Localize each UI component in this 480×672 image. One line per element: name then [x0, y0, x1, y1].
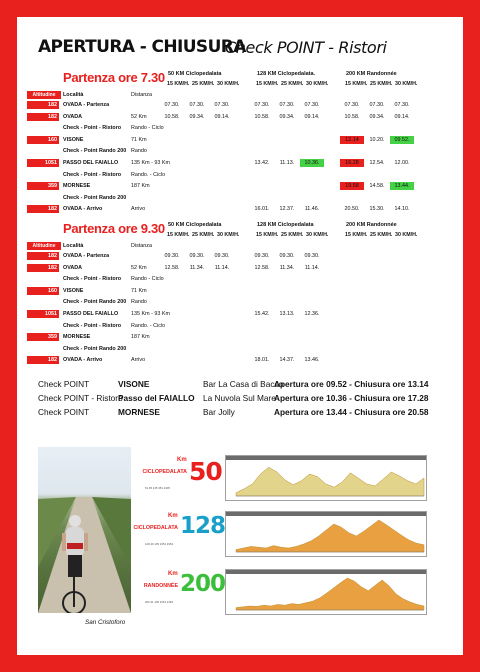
time-cell: 13.46.	[304, 357, 320, 364]
checkpoint-type: Check POINT	[38, 379, 90, 389]
table-row	[17, 193, 463, 203]
location-cell: OVADA	[63, 113, 83, 120]
location-cell: Check - Point Rando 200	[63, 299, 127, 306]
distance-cell: Rando	[131, 299, 147, 306]
time-cell: 13.44.	[390, 182, 414, 190]
altitude-badge: 182	[27, 113, 59, 121]
table-row	[17, 309, 463, 319]
elevation-area	[236, 520, 424, 552]
time-cell: 11.46.	[304, 206, 320, 213]
speed-label: 15 KM/H.	[256, 81, 279, 87]
group-title: 200 KM Randonnée	[346, 222, 397, 228]
time-cell: 12.54.	[369, 160, 385, 166]
time-cell: 10.58.	[344, 113, 360, 120]
table-row	[17, 112, 463, 122]
location-cell: MORNESE	[63, 183, 91, 190]
time-cell: 11.34.	[279, 264, 295, 271]
table-row	[17, 181, 463, 191]
altitude-badge: 182	[27, 264, 59, 272]
speed-label: 30 KM/H.	[395, 81, 418, 87]
table-row	[17, 204, 463, 214]
table-row	[17, 321, 463, 331]
location-cell: Check - Point - Ristoro	[63, 276, 122, 283]
group-title: 128 KM Ciclopedalata	[257, 222, 314, 228]
time-cell: 16.01.	[254, 206, 270, 213]
table-row	[17, 332, 463, 342]
checkpoint-place: MORNESE	[118, 407, 160, 417]
time-cell: 15.30.	[369, 206, 385, 213]
checkpoint-row	[38, 392, 438, 405]
location-header: Località	[63, 92, 84, 98]
time-cell: 12.58.	[164, 264, 180, 271]
time-cell: 09.30.	[304, 253, 320, 259]
table-row	[17, 146, 463, 156]
time-cell: 13.13.	[279, 311, 295, 317]
checkpoint-venue: Bar Jolly	[203, 407, 235, 417]
speed-label: 30 KM/H.	[217, 232, 240, 238]
distance-header: Distanza	[131, 243, 152, 249]
km-label: Km	[168, 571, 178, 577]
elevation-profile	[225, 455, 427, 501]
time-cell: 09.14.	[214, 113, 230, 120]
checkpoint-hours: Apertura ore 13.44 - Chiusura ore 20.58	[274, 407, 429, 417]
time-cell: 14.10.	[394, 206, 410, 213]
time-cell: 09.30.	[279, 253, 295, 259]
distance-number: 128	[180, 513, 226, 539]
speed-label: 25 KM/H.	[370, 81, 393, 87]
distance-number: 200	[180, 571, 226, 597]
table-row	[17, 251, 463, 261]
time-cell: 15.42.	[254, 311, 270, 317]
section-title: Partenza ore 9.30	[63, 221, 165, 236]
speed-label: 30 KM/H.	[306, 232, 329, 238]
time-cell: 12.58.	[254, 264, 270, 271]
speed-label: 25 KM/H.	[370, 232, 393, 238]
speed-label: 25 KM/H.	[192, 232, 215, 238]
table-row	[17, 100, 463, 110]
distance-cell: 135 Km - 93 Km	[131, 311, 170, 317]
speed-label: 15 KM/H.	[167, 232, 190, 238]
time-cell: 07.30.	[394, 102, 410, 108]
location-cell: Check - Point - Ristoro	[63, 125, 122, 132]
speed-label: 25 KM/H.	[192, 81, 215, 87]
km-label: Km	[177, 457, 187, 463]
altitude-badge: 359	[27, 333, 59, 341]
route-stats: 200.31 135 1051 2494	[145, 600, 173, 604]
time-cell: 07.30.	[254, 102, 270, 108]
location-cell: OVADA - Partenza	[63, 102, 110, 108]
distance-cell: 71 Km	[131, 136, 147, 143]
checkpoint-place: VISONE	[118, 379, 150, 389]
location-cell: VISONE	[63, 136, 84, 143]
table-row	[17, 297, 463, 307]
time-cell: 11.14.	[214, 264, 230, 271]
distance-cell: Arrivo	[131, 206, 146, 213]
group-title: 50 KM Ciclopedalata	[168, 71, 222, 77]
speed-label: 15 KM/H.	[167, 81, 190, 87]
time-cell: 14.58.	[369, 183, 385, 190]
time-cell: 11.34.	[189, 264, 205, 271]
km-label: Km	[168, 513, 178, 519]
time-cell: 09.30.	[189, 253, 205, 259]
distance-cell: 187 Km	[131, 334, 150, 341]
distance-cell: Rando - Ciclo	[131, 125, 164, 132]
distance-name: CICLOPEDALATA	[133, 525, 178, 531]
group-title: 128 KM Ciclopedalata.	[257, 71, 316, 77]
table-row	[17, 123, 463, 133]
checkpoint-venue: Bar La Casa di Bacco	[203, 379, 284, 389]
altitude-badge: 182	[27, 356, 59, 364]
time-cell: 09.34.	[279, 113, 295, 120]
location-cell: VISONE	[63, 287, 84, 294]
location-cell: PASSO DEL FAIALLO	[63, 160, 119, 166]
time-cell: 10.58.	[254, 113, 270, 120]
time-cell: 19.58	[340, 182, 364, 190]
time-cell: 16.28	[340, 159, 364, 167]
altitude-header: Altitudine	[27, 91, 61, 99]
time-cell: 07.30.	[369, 102, 385, 108]
distance-cell: Rando. - Ciclo	[131, 171, 166, 178]
time-cell: 20.50.	[344, 206, 360, 213]
time-cell: 09.30.	[164, 253, 180, 259]
elevation-area	[236, 467, 424, 496]
time-cell: 18.01.	[254, 357, 270, 364]
time-cell: 07.30.	[189, 102, 205, 108]
time-cell: 10.58.	[164, 113, 180, 120]
section-title: Partenza ore 7.30	[63, 70, 165, 85]
column-header-row	[17, 241, 463, 251]
location-cell: OVADA - Arrivo	[63, 357, 103, 364]
table-row	[17, 170, 463, 180]
time-cell: 13.42.	[254, 160, 270, 166]
time-cell: 14.37.	[279, 357, 295, 364]
time-cell: 09.14.	[304, 113, 320, 120]
distance-cell: Rando - Ciclo	[131, 276, 164, 283]
speed-label: 30 KM/H.	[217, 81, 240, 87]
time-cell: 09.34.	[369, 113, 385, 120]
location-cell: PASSO DEL FAIALLO	[63, 311, 119, 317]
column-header-row	[17, 90, 463, 100]
altitude-badge: 1051	[27, 310, 59, 318]
table-row	[17, 263, 463, 273]
route-stats: 51.95 135 351 1005	[145, 486, 170, 490]
distance-name: RANDONNÉE	[143, 583, 178, 589]
location-cell: Check - Point Rando 200	[63, 345, 127, 352]
speed-label: 15 KM/H.	[256, 232, 279, 238]
time-cell: 10.36.	[300, 159, 324, 167]
checkpoint-venue: La Nuvola Sul Mare	[203, 393, 276, 403]
elevation-chart	[226, 570, 426, 614]
table-row	[17, 158, 463, 168]
speed-label: 30 KM/H.	[306, 81, 329, 87]
speed-label: 25 KM/H.	[281, 81, 304, 87]
distance-cell: 71 Km	[131, 287, 147, 294]
distance-cell: 187 Km	[131, 183, 150, 190]
altitude-badge: 160	[27, 287, 59, 295]
location-cell: Check - Point - Ristoro	[63, 322, 122, 329]
speed-label: 30 KM/H.	[395, 232, 418, 238]
location-cell: Check - Point Rando 200	[63, 194, 127, 201]
location-cell: Check - Point - Ristoro	[63, 171, 122, 178]
altitude-badge: 182	[27, 101, 59, 109]
time-cell: 07.30.	[214, 102, 230, 108]
speed-label: 25 KM/H.	[281, 232, 304, 238]
time-cell: 12.00.	[394, 160, 410, 166]
cyclist-illustration	[38, 447, 131, 613]
location-cell: Check - Point Rando 200	[63, 148, 127, 155]
time-cell: 10.20.	[369, 136, 385, 143]
cyclist-photo	[38, 447, 131, 613]
distance-cell: 52 Km	[131, 264, 147, 271]
time-cell: 09.14.	[394, 113, 410, 120]
location-cell: MORNESE	[63, 334, 91, 341]
distance-number: 50	[189, 457, 222, 486]
table-row	[17, 274, 463, 284]
time-cell: 12.14	[340, 136, 364, 144]
location-cell: OVADA - Arrivo	[63, 206, 103, 213]
elevation-profile	[225, 511, 427, 557]
elevation-profile	[225, 569, 427, 615]
speed-label: 15 KM/H.	[345, 81, 368, 87]
poster-page	[17, 17, 463, 655]
location-cell: OVADA - Partenza	[63, 253, 110, 259]
altitude-badge: 1051	[27, 159, 59, 167]
time-cell: 07.30.	[344, 102, 360, 108]
time-cell: 12.37.	[279, 206, 295, 213]
time-cell: 12.36.	[304, 311, 320, 317]
location-cell: OVADA	[63, 264, 83, 271]
checkpoint-hours: Apertura ore 10.36 - Chiusura ore 17.28	[274, 393, 429, 403]
time-cell: 07.30.	[279, 102, 295, 108]
altitude-badge: 359	[27, 182, 59, 190]
time-cell: 11.13.	[279, 160, 295, 166]
checkpoint-place: Passo del FAIALLO	[118, 393, 195, 403]
table-row	[17, 286, 463, 296]
distance-cell: Arrivo	[131, 357, 146, 364]
photo-caption: San Cristoforo	[85, 619, 126, 626]
table-row	[17, 355, 463, 365]
checkpoint-type: Check POINT - Ristoro	[38, 393, 123, 403]
distance-name: CICLOPEDALATA	[142, 469, 187, 475]
checkpoint-row	[38, 406, 438, 419]
elevation-chart	[226, 512, 426, 556]
elevation-chart	[226, 456, 426, 500]
time-cell: 09.30.	[254, 253, 270, 259]
speed-label: 15 KM/H.	[345, 232, 368, 238]
time-cell: 09.34.	[189, 113, 205, 120]
checkpoint-type: Check POINT	[38, 407, 90, 417]
checkpoint-hours: Apertura ore 09.52 - Chiusura ore 13.14	[274, 379, 429, 389]
time-cell: 09.52.	[390, 136, 414, 144]
distance-header: Distanza	[131, 92, 152, 98]
distance-cell: Rando. - Ciclo	[131, 322, 166, 329]
time-cell: 09.30.	[214, 253, 230, 259]
group-title: 50 KM Ciclopedalata	[168, 222, 222, 228]
location-header: Località	[63, 243, 84, 249]
time-cell: 07.30.	[304, 102, 320, 108]
altitude-badge: 182	[27, 205, 59, 213]
route-stats: 128.40 135 1051 1954	[145, 542, 173, 546]
page-title: APERTURA - CHIUSURA	[38, 37, 246, 57]
distance-cell: 52 Km	[131, 113, 147, 120]
distance-cell: 135 Km - 93 Km	[131, 160, 170, 166]
time-cell: 11.14.	[304, 264, 320, 271]
altitude-header: Altitudine	[27, 242, 61, 250]
table-row	[17, 344, 463, 354]
altitude-badge: 160	[27, 136, 59, 144]
group-title: 200 KM Randonnée	[346, 71, 397, 77]
elevation-area	[236, 578, 424, 610]
checkpoint-row	[38, 378, 438, 391]
page-subtitle: Check POINT - Ristori	[225, 38, 387, 57]
altitude-badge: 182	[27, 252, 59, 260]
distance-cell: Rando	[131, 148, 147, 155]
time-cell: 07.30.	[164, 102, 180, 108]
table-row	[17, 135, 463, 145]
